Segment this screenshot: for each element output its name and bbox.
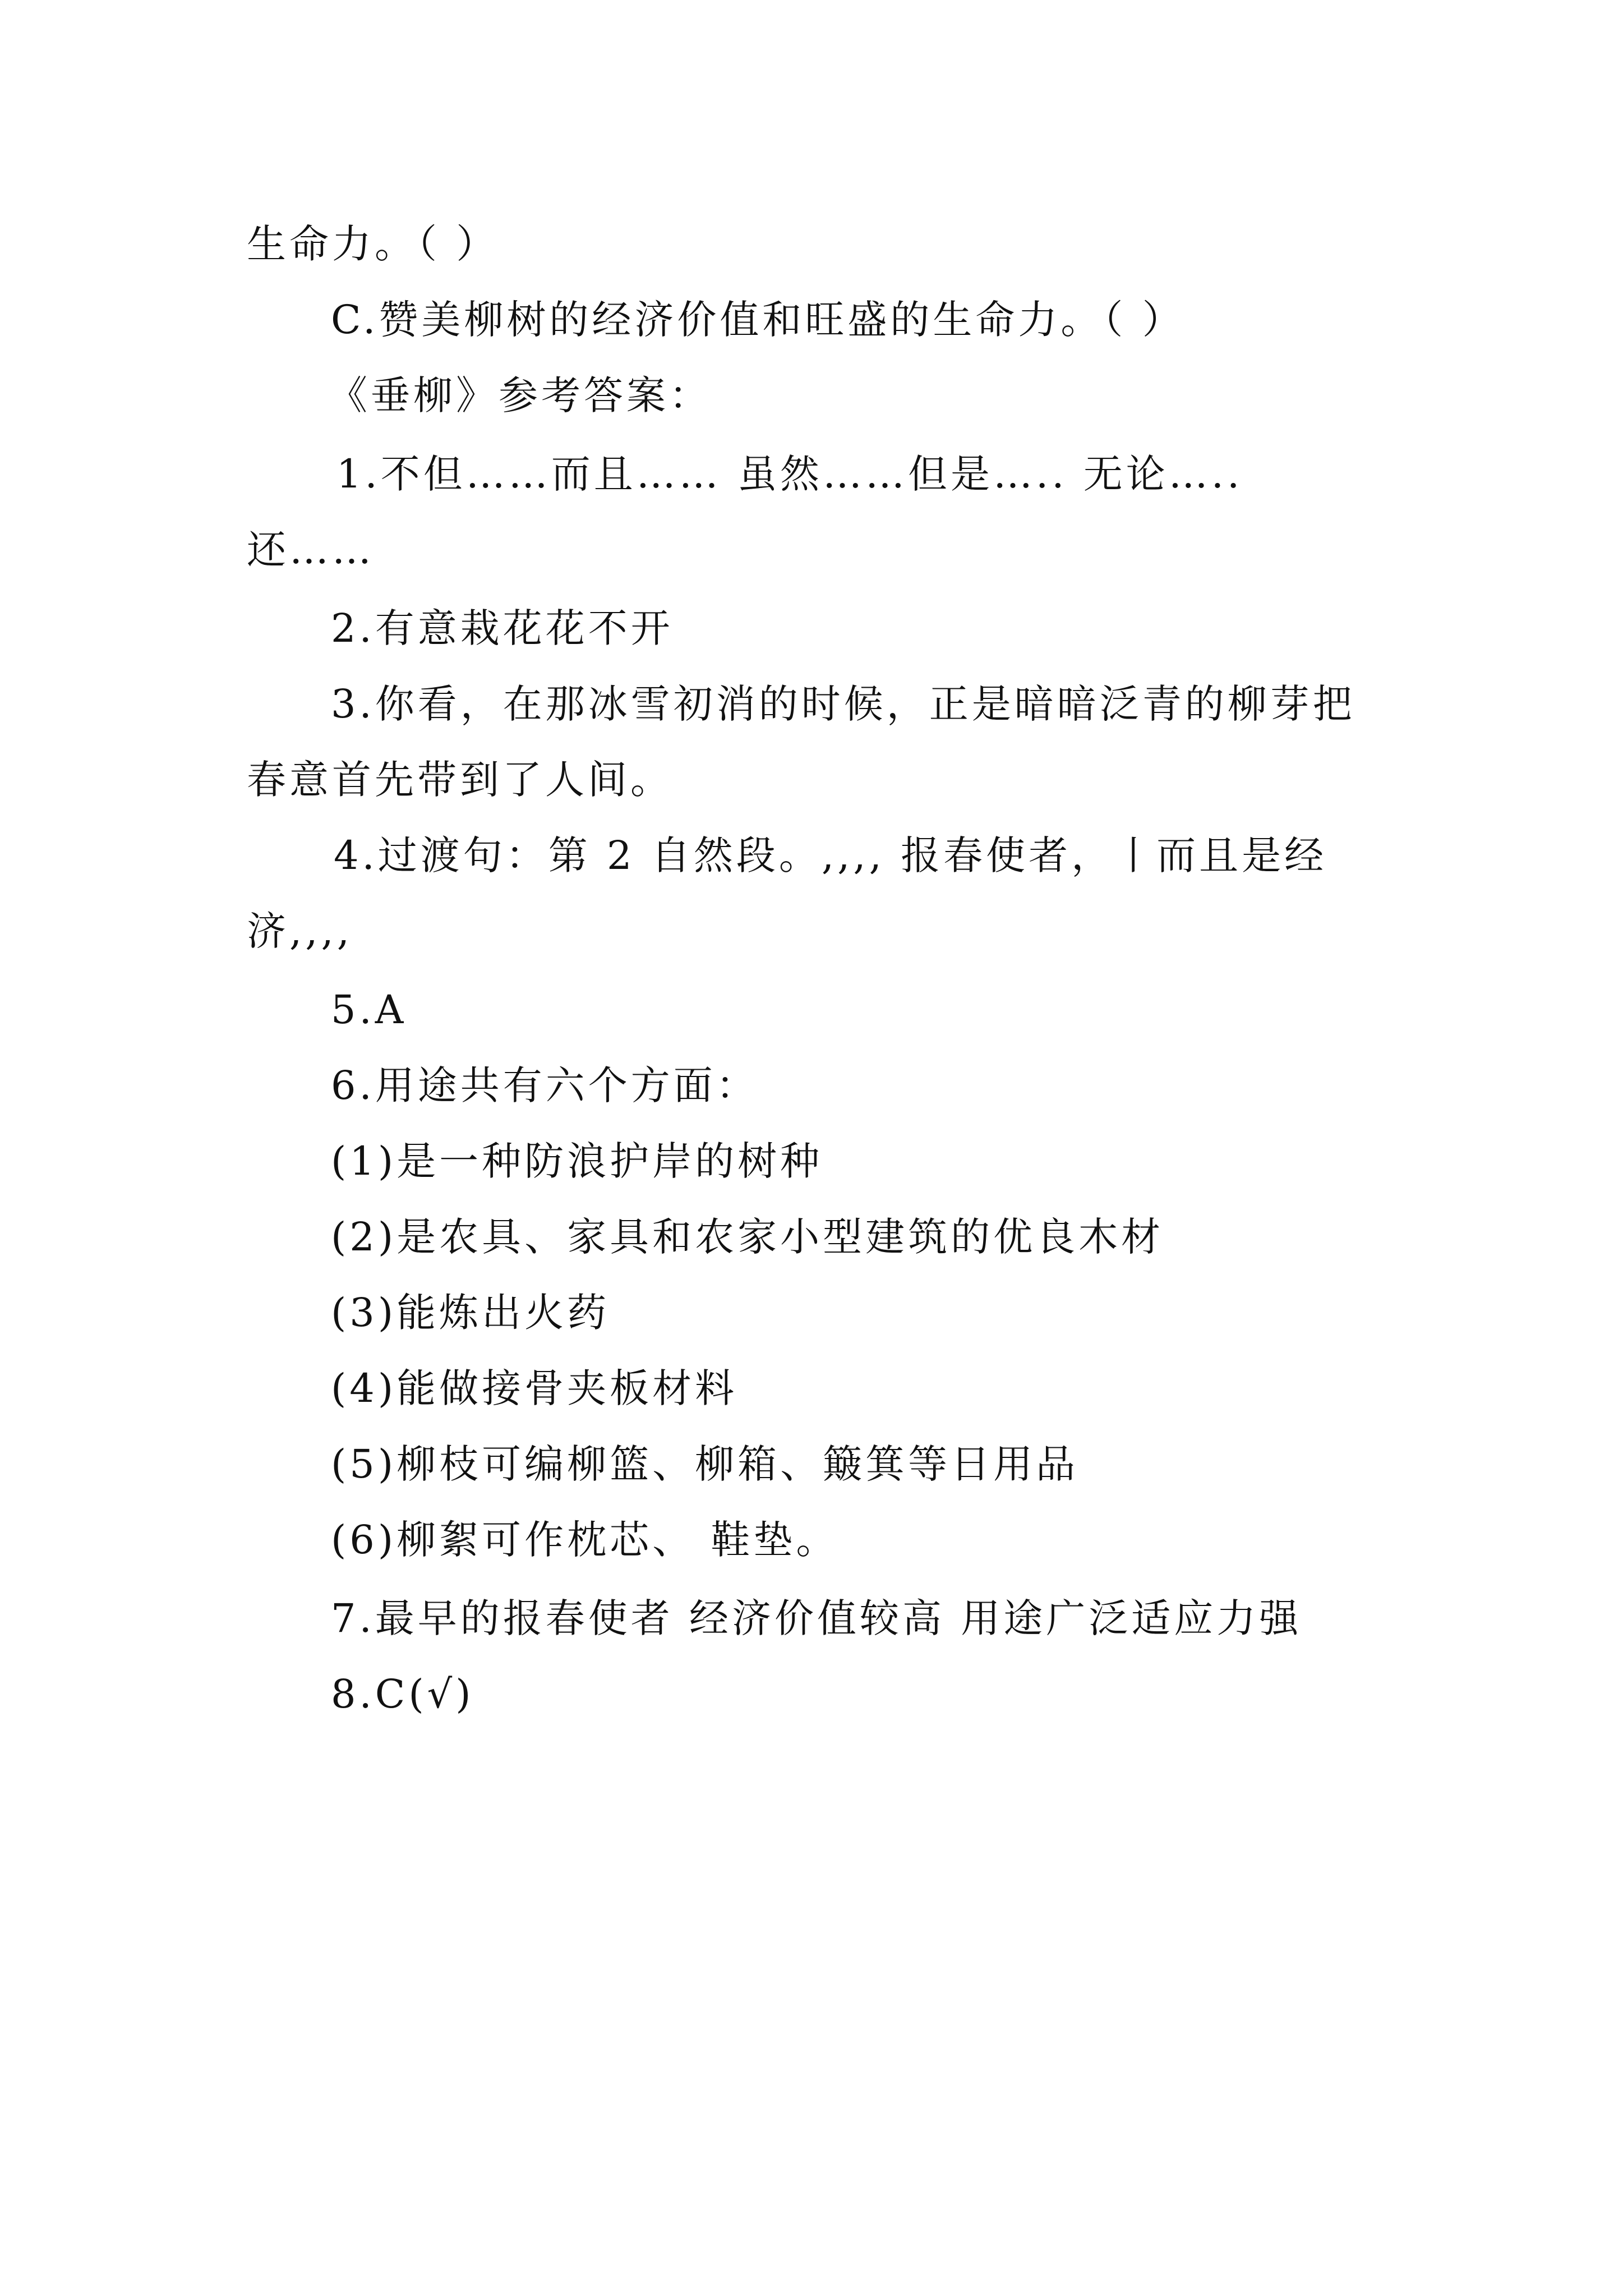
- text-line: 1.不但……而且…… 虽然……但是….. 无论…..: [336, 451, 1243, 497]
- text-line: (3)能炼出火药: [331, 1290, 610, 1336]
- text-line: 春意首先带到了人间。: [247, 757, 673, 803]
- text-line: 7.最早的报春使者 经济价值较高 用途广泛适应力强: [331, 1595, 1302, 1641]
- text-line: 6.用途共有六个方面：: [331, 1062, 759, 1108]
- text-line: 2.有意栽花花不开: [331, 605, 674, 651]
- text-line: 《垂柳》参考答案：: [328, 372, 712, 418]
- text-line: 5.A: [331, 987, 407, 1033]
- text-line: 8.C(√): [331, 1671, 474, 1717]
- text-line: (5)柳枝可编柳篮、柳箱、簸箕等日用品: [331, 1441, 1079, 1487]
- text-line: (4)能做接骨夹板材料: [331, 1365, 738, 1411]
- text-line: C.赞美柳树的经济价值和旺盛的生命力。（ ）: [331, 297, 1185, 343]
- text-line: 4.过渡句：第 2 自然段。,,,, 报春使者，丨而且是经: [334, 832, 1327, 878]
- text-line: 生命力。（ ）: [247, 221, 499, 267]
- text-line: 还……: [247, 527, 375, 573]
- text-line: (6)柳絮可作枕芯、 鞋垫。: [331, 1517, 839, 1563]
- text-line: 济,,,,: [247, 908, 353, 954]
- text-line: (2)是农具、家具和农家小型建筑的优良木材: [331, 1214, 1164, 1260]
- text-line: (1)是一种防浪护岸的树种: [331, 1138, 823, 1184]
- text-line: 3.你看，在那冰雪初消的时候，正是暗暗泛青的柳芽把: [331, 681, 1355, 727]
